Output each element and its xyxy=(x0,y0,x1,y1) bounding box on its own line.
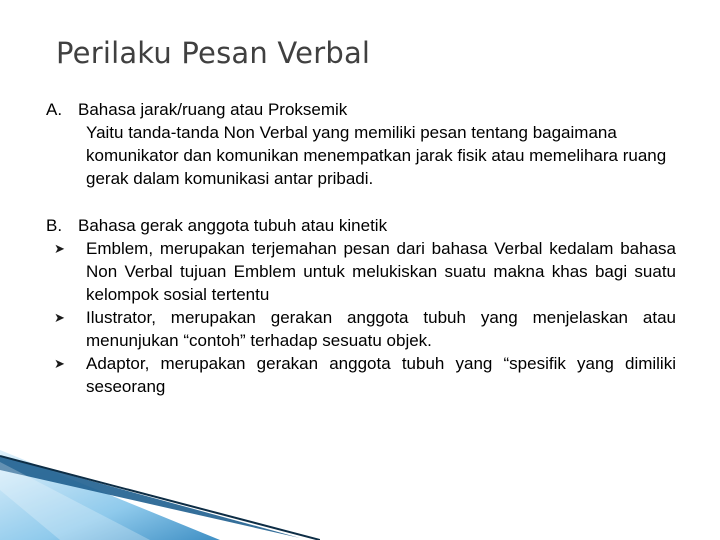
bullet-item-ilustrator xyxy=(46,306,676,352)
section-b-letter: B. xyxy=(46,216,63,235)
slide-title: Perilaku Pesan Verbal xyxy=(56,36,371,70)
section-b-heading-text: Bahasa gerak anggota tubuh atau kinetik xyxy=(78,216,388,235)
bullet-text: Emblem, merupakan terjemahan pesan dari bahasa Verbal kedalam bahasa Non Verbal tujuan Emblem untuk melukiskan suatu makna khas bagi suatu kelompok sosial tertentu xyxy=(86,239,676,304)
bullet-item-emblem xyxy=(46,237,676,306)
arrowhead-bullet-icon: ➤ xyxy=(54,241,65,256)
bullet-text: Adaptor, merupakan gerakan anggota tubuh yang “spesifik yang dimiliki seseorang xyxy=(86,354,676,396)
section-a-heading xyxy=(46,98,676,121)
section-b-heading xyxy=(46,214,676,237)
bullet-item-adaptor xyxy=(46,352,676,398)
arrowhead-bullet-icon: ➤ xyxy=(54,356,65,371)
section-a-letter: A. xyxy=(46,100,63,119)
bullet-text: Ilustrator, merupakan gerakan anggota tubuh yang menjelaskan atau menunjukan “contoh” terhadap sesuatu objek. xyxy=(86,308,676,350)
section-a-heading-text: Bahasa jarak/ruang atau Proksemik xyxy=(78,100,348,119)
corner-decoration xyxy=(0,450,320,540)
arrowhead-bullet-icon: ➤ xyxy=(54,310,65,325)
section-a-paragraph: Yaitu tanda-tanda Non Verbal yang memiliki pesan tentang bagaimana komunikator dan komunikan menempatkan jarak fisik atau memelihara ruang gerak dalam komunikasi antar pribadi. xyxy=(86,123,667,188)
slide-body xyxy=(46,98,676,398)
